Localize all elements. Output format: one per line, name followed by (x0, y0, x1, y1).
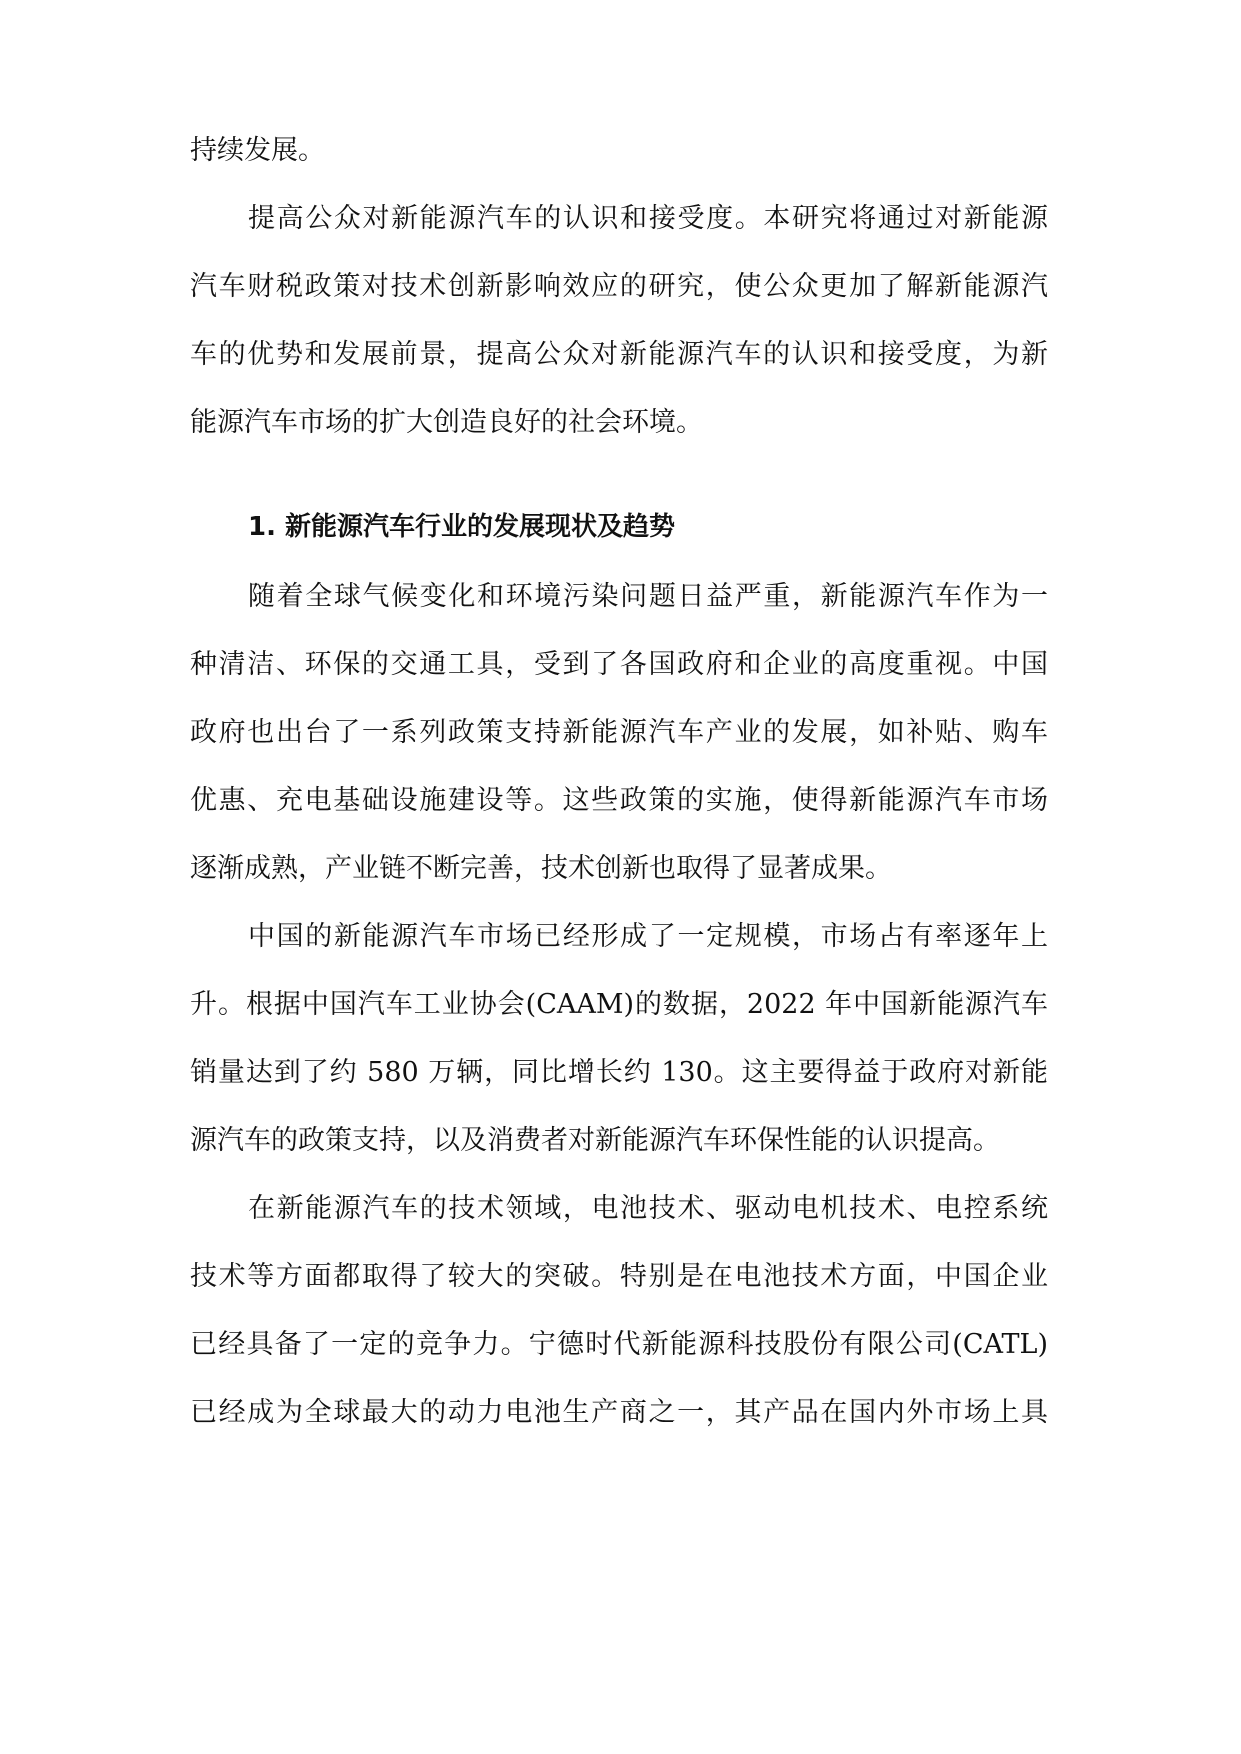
paragraph-line (0, 1255, 1241, 1299)
text-line: 销量达到了约 580 万辆，同比增长约 130。这主要得益于政府对新能 (190, 1057, 1048, 1088)
section-heading (0, 505, 1241, 549)
paragraph-end-line (0, 129, 1241, 173)
text-line: 已经成为全球最大的动力电池生产商之一，其产品在国内外市场上具 (190, 1397, 1048, 1428)
paragraph-end-line (0, 1119, 1241, 1163)
paragraph-line (0, 1323, 1241, 1367)
section-heading-text: 1. 新能源汽车行业的发展现状及趋势 (248, 512, 676, 542)
text-line: 车的优势和发展前景，提高公众对新能源汽车的认识和接受度，为新 (190, 339, 1048, 370)
text-line: 在新能源汽车的技术领域，电池技术、驱动电机技术、电控系统 (248, 1193, 1048, 1224)
text-line: 技术等方面都取得了较大的突破。特别是在电池技术方面，中国企业 (190, 1261, 1048, 1292)
paragraph-first-line (0, 915, 1241, 959)
paragraph-line (0, 333, 1241, 377)
text-line: 优惠、充电基础设施建设等。这些政策的实施，使得新能源汽车市场 (190, 785, 1048, 816)
paragraph-line (0, 643, 1241, 687)
paragraph-first-line (0, 575, 1241, 619)
text-line: 源汽车的政策支持，以及消费者对新能源汽车环保性能的认识提高。 (190, 1125, 1000, 1156)
text-line: 种清洁、环保的交通工具，受到了各国政府和企业的高度重视。中国 (190, 649, 1048, 680)
paragraph-end-line (0, 401, 1241, 445)
paragraph-line (0, 1391, 1241, 1435)
paragraph-first-line (0, 197, 1241, 241)
text-line: 能源汽车市场的扩大创造良好的社会环境。 (190, 407, 703, 438)
text-line: 随着全球气候变化和环境污染问题日益严重，新能源汽车作为一 (248, 581, 1048, 612)
paragraph-end-line (0, 847, 1241, 891)
text-line: 政府也出台了一系列政策支持新能源汽车产业的发展，如补贴、购车 (190, 717, 1048, 748)
paragraph-line (0, 779, 1241, 823)
text-line: 升。根据中国汽车工业协会(CAAM)的数据，2022 年中国新能源汽车 (190, 989, 1048, 1020)
paragraph-line (0, 265, 1241, 309)
paragraph-first-line (0, 1187, 1241, 1231)
text-line: 持续发展。 (190, 135, 325, 166)
paragraph-line (0, 1051, 1241, 1095)
text-line: 汽车财税政策对技术创新影响效应的研究，使公众更加了解新能源汽 (190, 271, 1048, 302)
text-line: 提高公众对新能源汽车的认识和接受度。本研究将通过对新能源 (248, 203, 1048, 234)
text-line: 中国的新能源汽车市场已经形成了一定规模，市场占有率逐年上 (248, 921, 1048, 952)
text-line: 已经具备了一定的竞争力。宁德时代新能源科技股份有限公司(CATL) (190, 1329, 1048, 1360)
text-line: 逐渐成熟，产业链不断完善，技术创新也取得了显著成果。 (190, 853, 892, 884)
paragraph-line (0, 711, 1241, 755)
paragraph-line (0, 983, 1241, 1027)
